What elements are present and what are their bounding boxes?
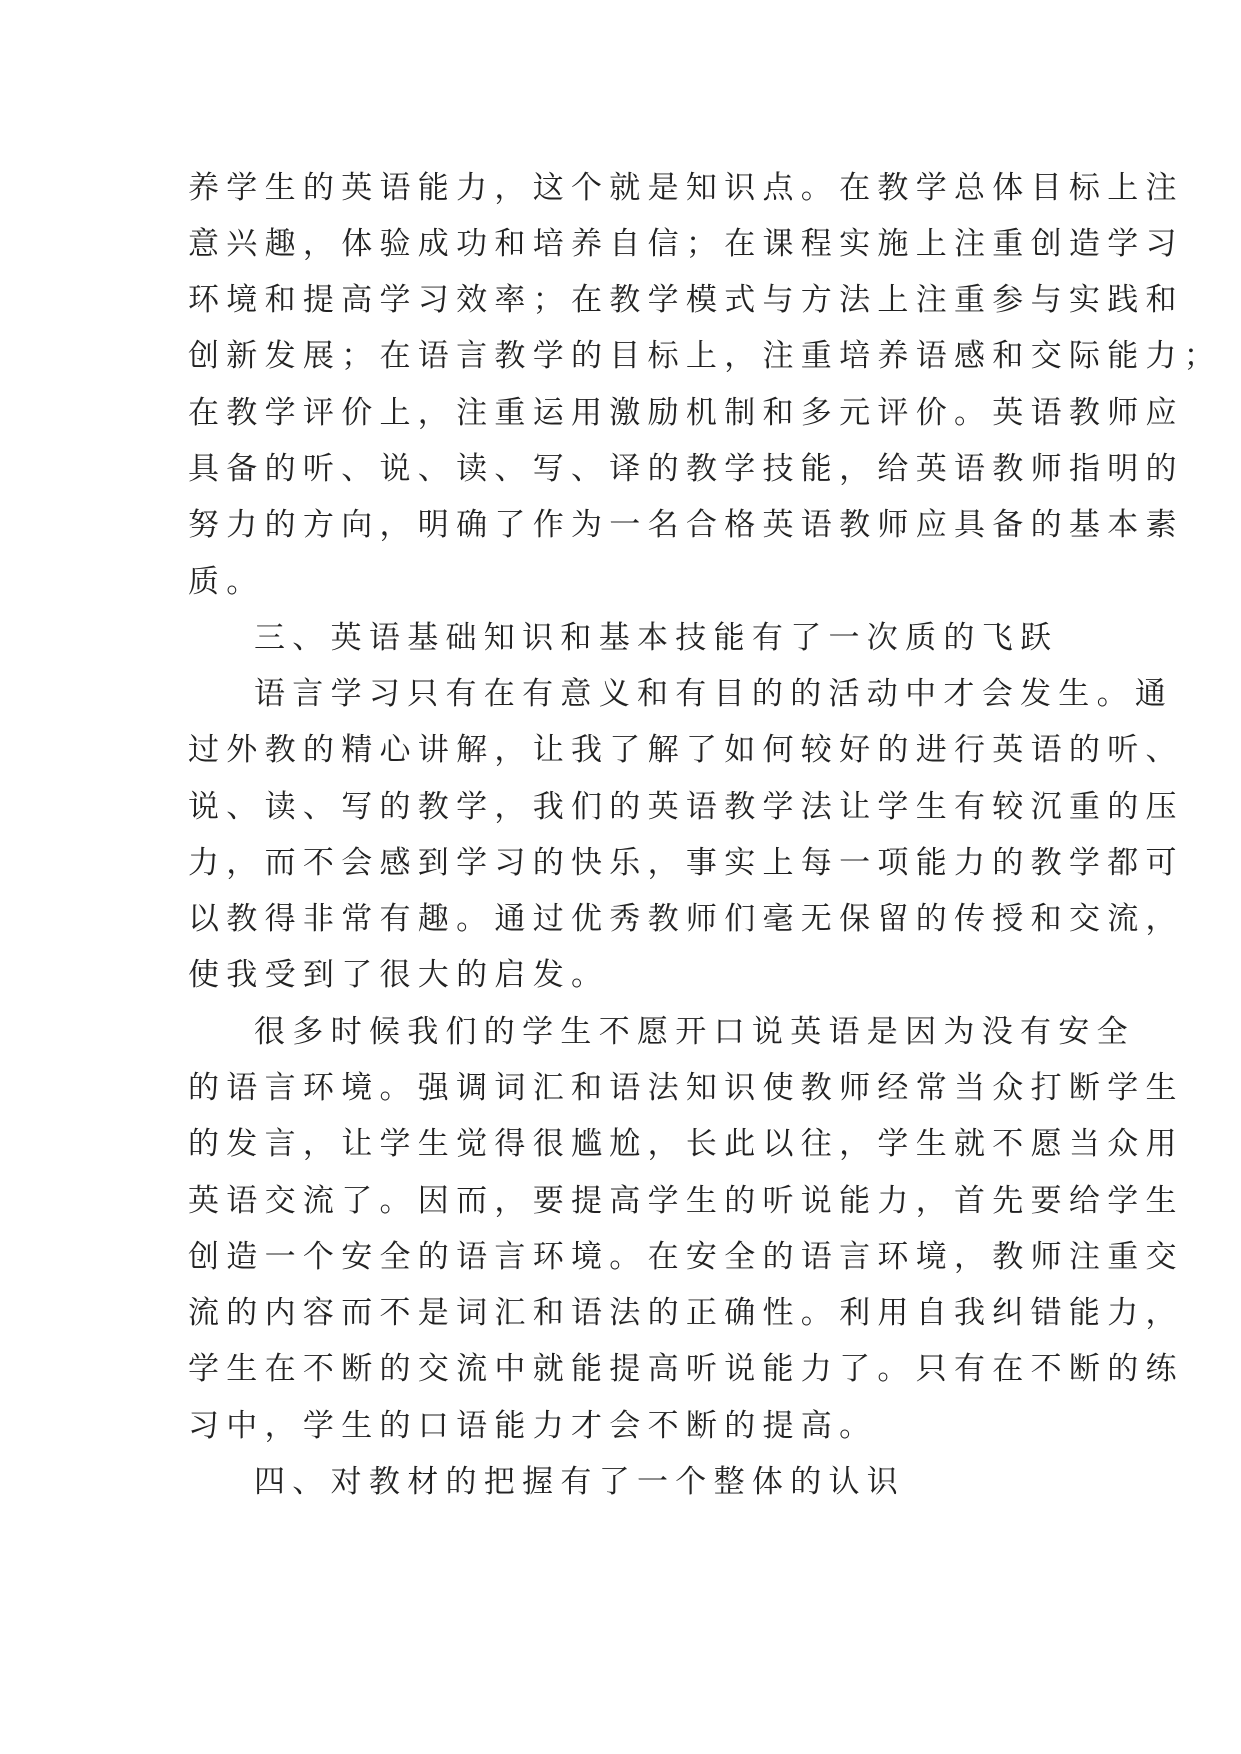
body-text-line: 环境和提高学习效率；在教学模式与方法上注重参与实践和 — [188, 282, 1184, 318]
body-text-line: 具备的听、说、读、写、译的教学技能，给英语教师指明的 — [188, 451, 1184, 487]
body-text-line: 在教学评价上，注重运用激励机制和多元评价。英语教师应 — [188, 395, 1184, 431]
body-text-line: 说、读、写的教学，我们的英语教学法让学生有较沉重的压 — [188, 789, 1184, 825]
body-text-line: 学生在不断的交流中就能提高听说能力了。只有在不断的练 — [188, 1351, 1184, 1387]
body-text-line: 英语交流了。因而，要提高学生的听说能力，首先要给学生 — [188, 1183, 1184, 1219]
body-text-line: 以教得非常有趣。通过优秀教师们毫无保留的传授和交流， — [188, 901, 1184, 937]
body-text-line: 语言学习只有在有意义和有目的的活动中才会发生。通 — [254, 676, 1174, 712]
body-text-line: 努力的方向，明确了作为一名合格英语教师应具备的基本素 — [188, 507, 1184, 543]
section-heading: 三、英语基础知识和基本技能有了一次质的飞跃 — [254, 620, 1059, 656]
body-text-line: 质。 — [188, 564, 265, 600]
body-text-line: 过外教的精心讲解，让我了解了如何较好的进行英语的听、 — [188, 732, 1184, 768]
body-text-line: 使我受到了很大的启发。 — [188, 957, 610, 993]
section-heading: 四、对教材的把握有了一个整体的认识 — [254, 1464, 906, 1500]
body-text-line: 创造一个安全的语言环境。在安全的语言环境，教师注重交 — [188, 1239, 1184, 1275]
body-text-line: 很多时候我们的学生不愿开口说英语是因为没有安全 — [254, 1014, 1135, 1050]
body-text-line: 创新发展；在语言教学的目标上，注重培养语感和交际能力； — [188, 338, 1223, 374]
body-text-line: 的发言，让学生觉得很尴尬，长此以往，学生就不愿当众用 — [188, 1126, 1184, 1162]
body-text-line: 力，而不会感到学习的快乐，事实上每一项能力的教学都可 — [188, 845, 1184, 881]
body-text-line: 的语言环境。强调词汇和语法知识使教师经常当众打断学生 — [188, 1070, 1184, 1106]
body-text-line: 意兴趣，体验成功和培养自信；在课程实施上注重创造学习 — [188, 226, 1184, 262]
body-text-line: 养学生的英语能力，这个就是知识点。在教学总体目标上注 — [188, 170, 1184, 206]
body-text-line: 习中，学生的口语能力才会不断的提高。 — [188, 1408, 878, 1444]
body-text-line: 流的内容而不是词汇和语法的正确性。利用自我纠错能力， — [188, 1295, 1184, 1331]
